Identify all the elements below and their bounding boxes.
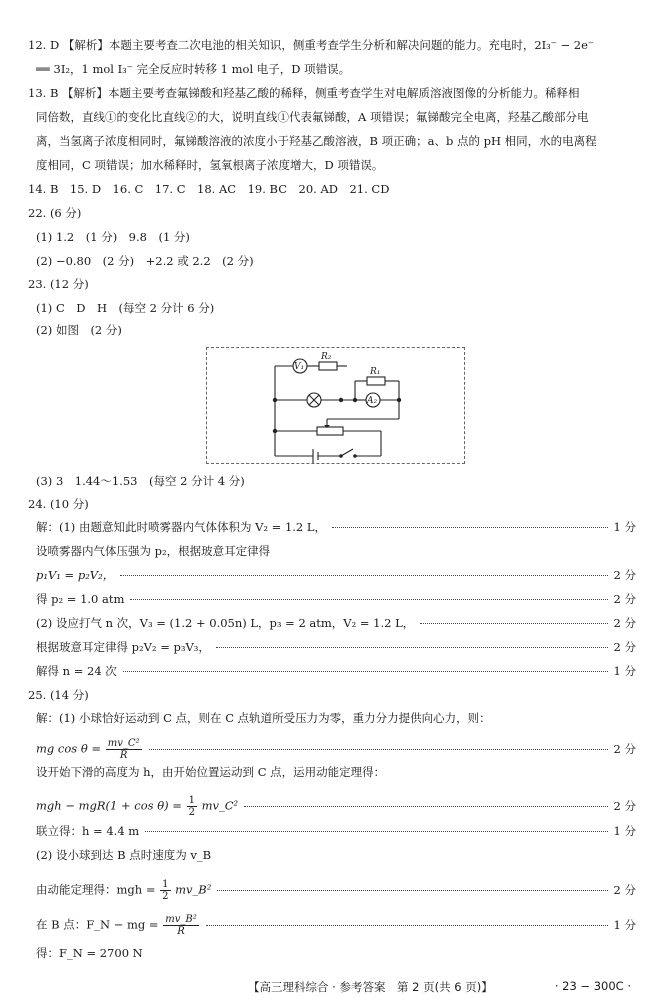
fraction bbox=[187, 795, 197, 818]
q25-eq-2 bbox=[36, 795, 238, 818]
points-label: 2 分 bbox=[613, 616, 636, 630]
page-footer bbox=[0, 979, 653, 995]
q24-eq-4: 根据玻意耳定律得 p₂V₂ = p₃V₃， bbox=[36, 640, 210, 654]
q23-part-1: (1) C D H (每空 2 分计 6 分) bbox=[36, 301, 215, 315]
points-label: 2 分 bbox=[613, 592, 636, 606]
q13-line-4: 度相同，C 项错误；加水稀释时，氢氧根离子浓度增大，D 项错误。 bbox=[36, 158, 384, 172]
points-label: 1 分 bbox=[613, 664, 636, 678]
circuit-diagram bbox=[206, 347, 465, 464]
dot-leader bbox=[420, 623, 607, 624]
r1-label: R₁ bbox=[370, 367, 381, 377]
q25-eq-3: 联立得：h = 4.4 m bbox=[36, 824, 140, 838]
q25-step-3 bbox=[36, 823, 636, 839]
dot-leader bbox=[244, 806, 607, 807]
q25-heading: 25. (14 分) bbox=[28, 688, 89, 702]
q22-heading: 22. (6 分) bbox=[28, 206, 82, 220]
q24-step-2 bbox=[36, 567, 636, 583]
circuit-schematic bbox=[207, 348, 466, 465]
points-label: 2 分 bbox=[613, 568, 636, 582]
fraction bbox=[106, 738, 142, 761]
points-label: 2 分 bbox=[613, 640, 636, 654]
q25-eq-4-right: mv_B² bbox=[175, 882, 212, 897]
q24-eq-3: (2) 设应打气 n 次，V₃ = (1.2 + 0.05n) L，p₃ = 2 atm，V₂ = 1.2 L， bbox=[36, 616, 415, 630]
points-label: 2 分 bbox=[613, 882, 636, 897]
footer-title: 【高三理科综合 · 参考答案 第 2 页(共 6 页)】 bbox=[248, 980, 493, 994]
dot-leader bbox=[120, 575, 607, 576]
q24-text-2: 设喷雾器内气体压强为 p₂，根据玻意耳定律得 bbox=[36, 544, 271, 558]
points-label: 1 分 bbox=[613, 917, 636, 932]
fraction-numerator: 1 bbox=[188, 795, 195, 806]
q24-eq-2: 得 p₂ = 1.0 atm bbox=[36, 592, 125, 606]
q25-eq-6: 得：F_N = 2700 N bbox=[36, 946, 143, 960]
dot-leader bbox=[216, 647, 608, 648]
dot-leader bbox=[332, 527, 607, 528]
q23-heading: 23. (12 分) bbox=[28, 277, 89, 291]
dot-leader bbox=[217, 890, 607, 891]
q12-line-1: 12. D 【解析】本题主要考查二次电池的相关知识，侧重考查学生分析和解决问题的能力。充电时，2I₃⁻ − 2e⁻ bbox=[28, 38, 594, 52]
q22-part-1: (1) 1.2 (1 分) 9.8 (1 分) bbox=[36, 230, 190, 244]
points-label: 2 分 bbox=[613, 798, 636, 813]
points-label: 2 分 bbox=[613, 741, 636, 756]
r2-label: R₂ bbox=[321, 352, 332, 362]
dot-leader bbox=[149, 749, 608, 750]
q25-eq-5 bbox=[36, 914, 200, 937]
fraction bbox=[160, 879, 170, 902]
q13-line-2: 同倍数，直线①的变化比直线②的大，说明直线①代表氟锑酸，A 项错误；氟锑酸完全电离，羟基乙酸部分电 bbox=[36, 110, 589, 124]
q22-part-2: (2) −0.80 (2 分) +2.2 或 2.2 (2 分) bbox=[36, 254, 254, 268]
points-label: 1 分 bbox=[613, 520, 636, 534]
fraction-denominator: R bbox=[119, 750, 128, 761]
a2-label: A₂ bbox=[367, 396, 378, 406]
q23-part-3: (3) 3 1.44～1.53 (每空 2 分计 4 分) bbox=[36, 474, 245, 488]
q25-eq-2-left: mgh − mgR(1 + cos θ) = bbox=[36, 798, 182, 813]
q12-line-2: ══ 3I₂，1 mol I₃⁻ 完全反应时转移 1 mol 电子，D 项错误。 bbox=[36, 62, 351, 76]
q24-step-1-text: 解：(1) 由题意知此时喷雾器内气体体积为 V₂ = 1.2 L， bbox=[36, 520, 327, 534]
dot-leader bbox=[145, 831, 607, 832]
v1-label: V₁ bbox=[294, 362, 305, 372]
fraction-numerator: 1 bbox=[162, 879, 169, 890]
q25-eq-4-left: 由动能定理得：mgh = bbox=[36, 882, 156, 897]
q24-eq-5: 解得 n = 24 次 bbox=[36, 664, 117, 678]
q25-step-1 bbox=[36, 738, 636, 761]
q25-eq-1-left: mg cos θ = bbox=[36, 741, 102, 756]
q25-eq-1 bbox=[36, 738, 143, 761]
q25-step-5 bbox=[36, 914, 636, 937]
q24-step-6 bbox=[36, 663, 636, 679]
q25-step-4 bbox=[36, 879, 636, 902]
q25-text-4: (2) 设小球到达 B 点时速度为 v_B bbox=[36, 848, 212, 862]
q25-eq-4 bbox=[36, 879, 211, 902]
q24-step-3 bbox=[36, 591, 636, 607]
dot-leader bbox=[123, 671, 608, 672]
fraction-denominator: R bbox=[177, 926, 185, 937]
q25-text-1: 解：(1) 小球恰好运动到 C 点，则在 C 点轨道所受压力为零，重力分力提供向心力，则： bbox=[36, 711, 491, 725]
q24-eq-1: p₁V₁ = p₂V₂， bbox=[36, 568, 115, 582]
fraction-numerator: mv_C² bbox=[107, 738, 140, 749]
dot-leader bbox=[206, 925, 608, 926]
fraction bbox=[163, 914, 199, 937]
q24-step-5 bbox=[36, 639, 636, 655]
points-label: 1 分 bbox=[613, 824, 636, 838]
q24-step-1 bbox=[36, 519, 636, 535]
dot-leader bbox=[130, 599, 607, 600]
fraction-denominator: 2 bbox=[188, 807, 195, 818]
footer-code: · 23 − 300C · bbox=[554, 979, 631, 993]
q25-text-2: 设开始下滑的高度为 h，由开始位置运动到 C 点，运用动能定理得： bbox=[36, 765, 386, 779]
q23-part-2: (2) 如图 (2 分) bbox=[36, 323, 122, 337]
q25-eq-5-left: 在 B 点：F_N − mg = bbox=[36, 917, 159, 932]
q13-line-3: 离，当氢离子浓度相同时，氟锑酸溶液的浓度小于羟基乙酸溶液，B 项正确；a、b 点的 pH 相同，水的电离程 bbox=[36, 134, 597, 148]
q24-heading: 24. (10 分) bbox=[28, 497, 89, 511]
q25-eq-2-right: mv_C² bbox=[201, 798, 239, 813]
q13-line-1: 13. B 【解析】本题主要考查氟锑酸和羟基乙酸的稀释，侧重考查学生对电解质溶液图像的分析能力。稀释相 bbox=[28, 86, 580, 100]
q14-21-answers: 14. B 15. D 16. C 17. C 18. AC 19. BC 20. AD 21. CD bbox=[28, 182, 390, 196]
fraction-numerator: mv_B² bbox=[165, 914, 197, 925]
fraction-denominator: 2 bbox=[162, 891, 169, 902]
q24-step-4 bbox=[36, 615, 636, 631]
q25-step-2 bbox=[36, 795, 636, 818]
